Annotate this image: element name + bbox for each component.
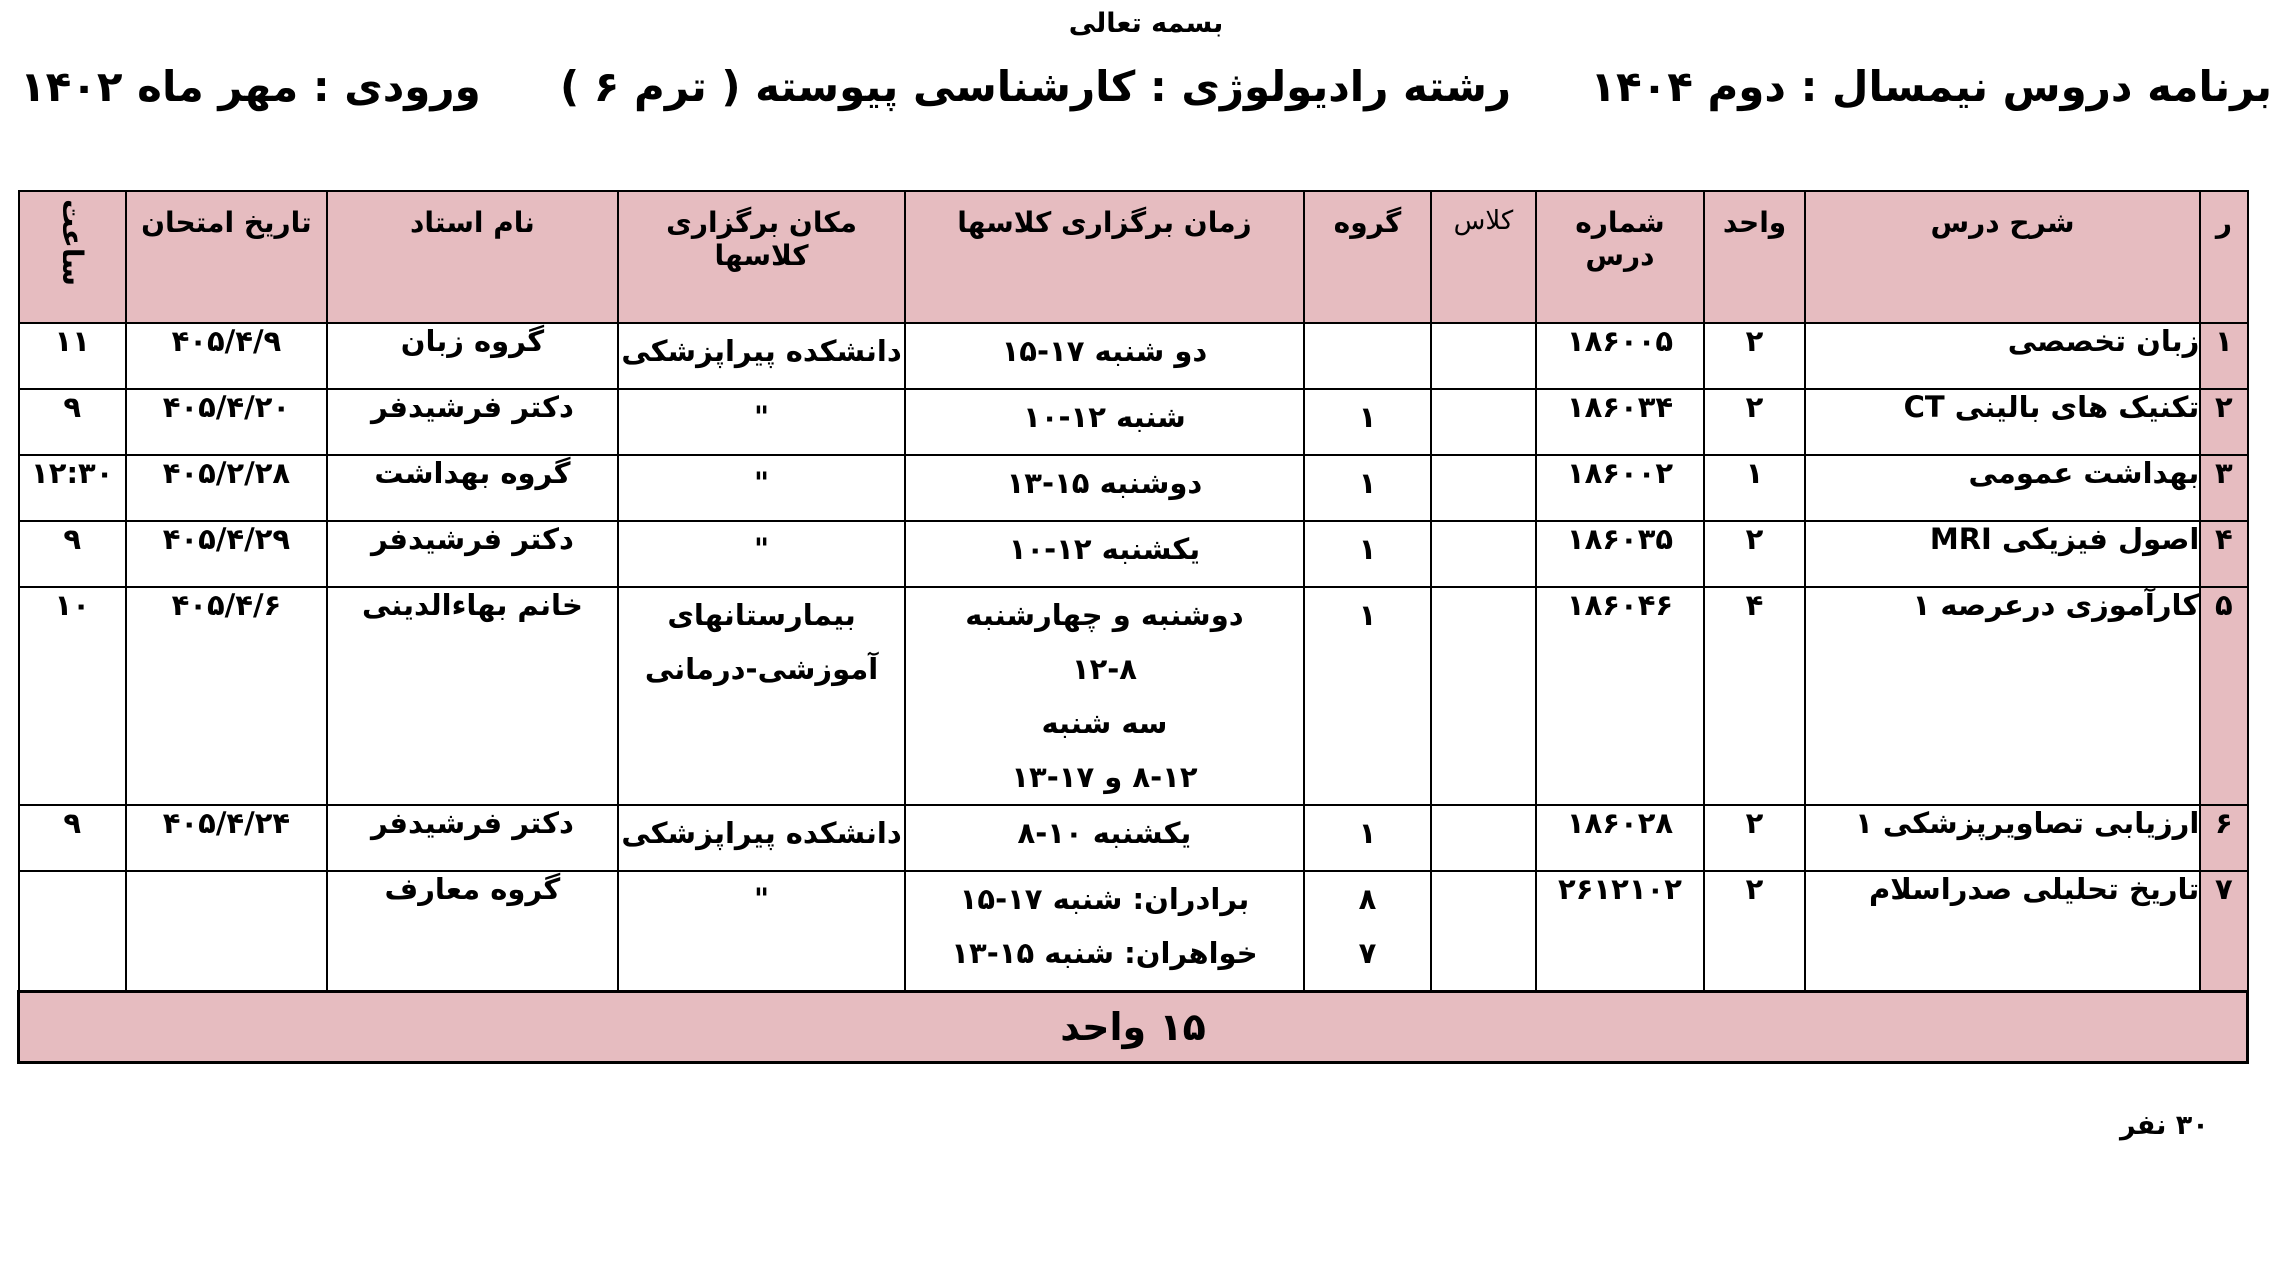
table-row [19,323,2248,389]
place-cell [618,389,905,455]
time-cell [905,455,1304,521]
course-title: کارآموزی درعرصه ۱ [1805,587,2201,805]
place-cell-line: " [754,532,770,566]
course-number: ۱۸۶۰۰۵ [1536,323,1705,389]
course-title: تاریخ تحلیلی صدراسلام [1805,871,2201,991]
header-units: واحد [1704,191,1804,323]
header-exam-time-label: ساعت [55,199,89,286]
course-title: اصول فیزیکی MRI [1805,521,2201,587]
place-cell [618,587,905,805]
group-cell [1304,805,1432,871]
group-cell-line: ۱ [1358,532,1377,566]
class-cell [1431,521,1535,587]
exam-time-cell: ۱۲:۳۰ [19,455,127,521]
table-row [19,805,2248,871]
header-instructor: نام استاد [327,191,618,323]
header-exam-time [19,191,127,323]
exam-time-cell [19,871,127,991]
time-cell-line: شنبه ۱۲-۱۰ [1023,400,1186,434]
instructor-cell: گروه زبان [327,323,618,389]
group-cell-line: ۱ [1358,598,1377,632]
header-course-number: شماره درس [1536,191,1705,323]
class-cell [1431,455,1535,521]
table-row [19,871,2248,991]
course-units: ۱ [1704,455,1804,521]
place-cell-line: دانشکده پیراپزشکی [621,334,902,368]
class-cell [1431,323,1535,389]
exam-date-cell [126,871,327,991]
group-cell-line: ۱ [1358,400,1377,434]
table-row [19,587,2248,805]
header-row-number: ر [2200,191,2247,323]
place-cell-line: " [754,882,770,916]
time-cell-line: دو شنبه ۱۷-۱۵ [1001,334,1208,368]
table-row [19,521,2248,587]
header-group: گروه [1304,191,1432,323]
time-cell [905,805,1304,871]
course-units: ۲ [1704,521,1804,587]
exam-time-cell: ۹ [19,389,127,455]
title-major: رشته رادیولوژی : کارشناسی پیوسته ( ترم ۶ ) [559,62,1512,111]
title-semester: برنامه دروس نیمسال : دوم ۱۴۰۴ [1590,62,2272,111]
course-title: تکنیک های بالینی CT [1805,389,2201,455]
class-cell [1431,805,1535,871]
header-place: مکان برگزاری کلاسها [618,191,905,323]
table-row [19,455,2248,521]
time-cell-line: دوشنبه و چهارشنبه [965,598,1244,632]
course-number: ۱۸۶۰۳۵ [1536,521,1705,587]
instructor-cell: دکتر فرشیدفر [327,521,618,587]
group-cell [1304,587,1432,805]
class-cell [1431,587,1535,805]
place-cell [618,805,905,871]
header-time: زمان برگزاری کلاسها [905,191,1304,323]
time-cell [905,323,1304,389]
group-cell [1304,323,1432,389]
exam-time-cell: ۱۰ [19,587,127,805]
course-units: ۲ [1704,805,1804,871]
course-title: بهداشت عمومی [1805,455,2201,521]
course-units: ۲ [1704,871,1804,991]
place-cell-line: آموزشی-درمانی [644,652,879,686]
row-number: ۷ [2200,871,2247,991]
time-cell [905,871,1304,991]
exam-date-cell: ۴۰۵/۴/۶ [126,587,327,805]
group-cell [1304,455,1432,521]
place-cell-line: بیمارستانهای [667,598,856,632]
course-number: ۱۸۶۰۳۴ [1536,389,1705,455]
course-number: ۱۸۶۰۰۲ [1536,455,1705,521]
time-cell-line: یکشنبه ۱۰-۸ [1017,816,1192,850]
course-units: ۲ [1704,389,1804,455]
row-number: ۴ [2200,521,2247,587]
time-cell [905,521,1304,587]
row-number: ۵ [2200,587,2247,805]
table-row [19,389,2248,455]
course-title: زبان تخصصی [1805,323,2201,389]
total-row [19,991,2248,1062]
course-number: ۱۸۶۰۲۸ [1536,805,1705,871]
exam-time-cell: ۹ [19,805,127,871]
time-cell-line: سه شنبه [1041,706,1168,740]
row-number: ۱ [2200,323,2247,389]
header-course: شرح درس [1805,191,2201,323]
bismillah-heading: بسمه تعالی [1068,8,1224,39]
instructor-cell: گروه معارف [327,871,618,991]
place-cell [618,323,905,389]
table-header-row [19,191,2248,323]
group-cell [1304,521,1432,587]
time-cell-line: دوشنبه ۱۵-۱۳ [1006,466,1203,500]
course-number: ۱۸۶۰۴۶ [1536,587,1705,805]
exam-date-cell: ۴۰۵/۲/۲۸ [126,455,327,521]
time-cell [905,389,1304,455]
place-cell-line: دانشکده پیراپزشکی [621,816,902,850]
course-units: ۴ [1704,587,1804,805]
instructor-cell: خانم بهاءالدینی [327,587,618,805]
group-cell-line: ۱ [1358,466,1377,500]
group-cell-line: ۷ [1358,936,1377,970]
place-cell [618,871,905,991]
row-number: ۳ [2200,455,2247,521]
place-cell [618,455,905,521]
exam-date-cell: ۴۰۵/۴/۲۹ [126,521,327,587]
student-count: ۳۰ نفر [2120,1110,2209,1141]
course-number: ۲۶۱۲۱۰۲ [1536,871,1705,991]
group-cell [1304,389,1432,455]
exam-time-cell: ۹ [19,521,127,587]
schedule-table [17,190,2249,1064]
time-cell-line: یکشنبه ۱۲-۱۰ [1008,532,1201,566]
exam-date-cell: ۴۰۵/۴/۲۴ [126,805,327,871]
course-units: ۲ [1704,323,1804,389]
time-cell-line: خواهران: شنبه ۱۵-۱۳ [951,936,1258,970]
header-class: کلاس [1431,191,1535,323]
course-title: ارزیابی تصاویرپزشکی ۱ [1805,805,2201,871]
place-cell [618,521,905,587]
instructor-cell: گروه بهداشت [327,455,618,521]
exam-time-cell: ۱۱ [19,323,127,389]
group-cell [1304,871,1432,991]
time-cell [905,587,1304,805]
exam-date-cell: ۴۰۵/۴/۹ [126,323,327,389]
instructor-cell: دکتر فرشیدفر [327,389,618,455]
title-entry: ورودی : مهر ماه ۱۴۰۲ [20,62,481,111]
class-cell [1431,389,1535,455]
group-cell-line: ۱ [1358,816,1377,850]
time-cell-line: ۱۲-۸ [1071,652,1138,686]
row-number: ۶ [2200,805,2247,871]
group-cell-line: ۸ [1358,882,1377,916]
page-title [0,62,2292,111]
time-cell-line: ۸-۱۲ و ۱۷-۱۳ [1011,760,1198,794]
header-exam-date: تاریخ امتحان [126,191,327,323]
time-cell-line: برادران: شنبه ۱۷-۱۵ [959,882,1250,916]
place-cell-line: " [754,400,770,434]
place-cell-line: " [754,466,770,500]
class-cell [1431,871,1535,991]
instructor-cell: دکتر فرشیدفر [327,805,618,871]
total-units: ۱۵ واحد [19,991,2248,1062]
row-number: ۲ [2200,389,2247,455]
exam-date-cell: ۴۰۵/۴/۲۰ [126,389,327,455]
